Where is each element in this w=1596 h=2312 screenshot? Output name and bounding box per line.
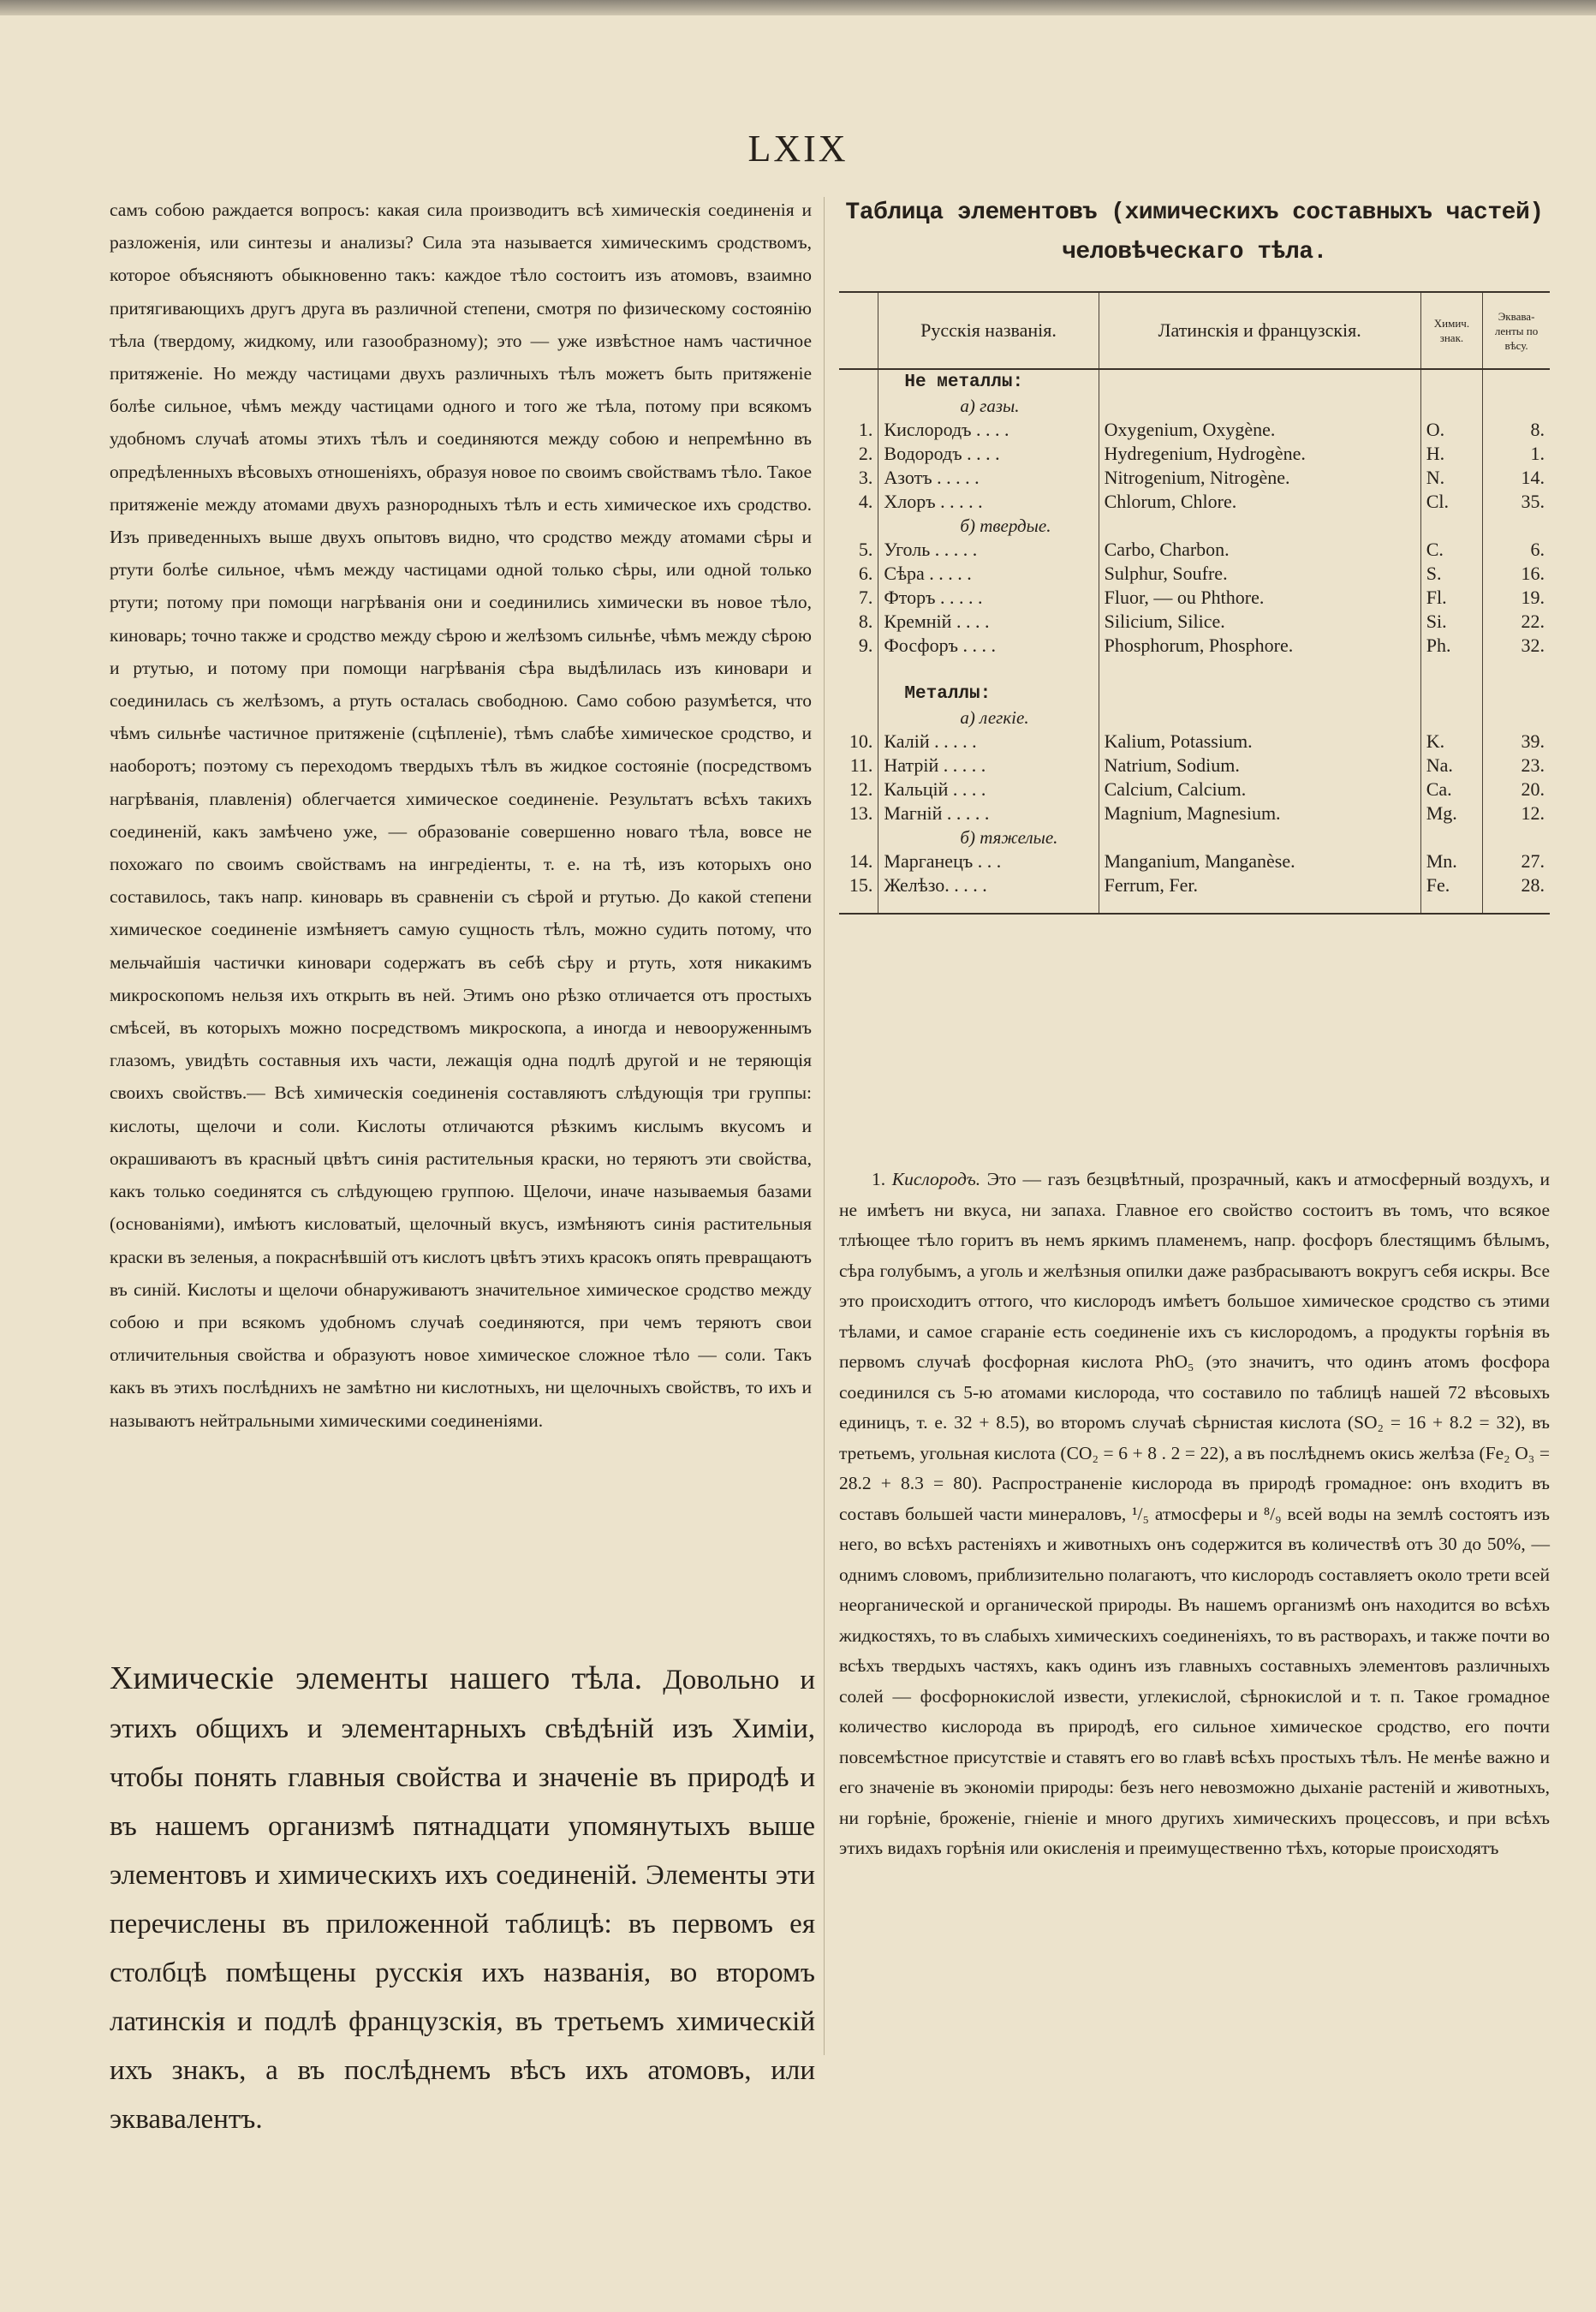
element-symbol: Ca. (1420, 778, 1482, 801)
elements-table (839, 291, 1550, 915)
element-number: 14. (849, 850, 873, 872)
header-equivalent: Эквава-ленты по вѣсу. (1483, 292, 1550, 369)
element-symbol: S. (1420, 562, 1482, 586)
element-row (839, 610, 1550, 634)
header-number (839, 292, 878, 369)
table-spacer (839, 658, 1550, 682)
section-heading: Химическіе элементы нашего тѣла. (110, 1660, 643, 1696)
element-latin-name: Ferrum, Fer. (1099, 873, 1420, 914)
subgroup-gases-label: а) газы. (878, 394, 1099, 418)
subgroup-light (839, 706, 1550, 730)
element-latin-name: Kalium, Potassium. (1099, 730, 1420, 754)
element-equivalent: 14. (1483, 466, 1550, 490)
element-equivalent: 20. (1483, 778, 1550, 801)
element-number: 9. (858, 635, 873, 656)
element-symbol: Na. (1420, 754, 1482, 778)
element-russian-name: Фторъ . . . . . (878, 586, 1099, 610)
element-row (839, 490, 1550, 514)
element-row (839, 418, 1550, 442)
element-equivalent: 23. (1483, 754, 1550, 778)
element-equivalent: 8. (1483, 418, 1550, 442)
element-number: 15. (839, 873, 878, 914)
element-russian-name: Натрій . . . . . (878, 754, 1099, 778)
element-latin-name: Silicium, Silice. (1099, 610, 1420, 634)
page-number: LXIX (747, 128, 849, 170)
subgroup-gases (839, 394, 1550, 418)
element-equivalent: 32. (1483, 634, 1550, 658)
element-symbol: Fl. (1420, 586, 1482, 610)
element-row (839, 754, 1550, 778)
item-number: 1. (872, 1169, 886, 1189)
element-russian-name: Калій . . . . . (878, 730, 1099, 754)
element-symbol: Si. (1420, 610, 1482, 634)
element-russian-name: Желѣзо. . . . . (878, 873, 1099, 914)
oxygen-paragraph (839, 1165, 1550, 1864)
group-metals-label: Металлы: (878, 682, 1099, 706)
element-row (839, 442, 1550, 466)
oxygen-description (839, 1165, 1550, 1864)
element-russian-name: Сѣра . . . . . (878, 562, 1099, 586)
element-latin-name: Calcium, Calcium. (1099, 778, 1420, 801)
element-number: 6. (858, 563, 873, 584)
element-latin-name: Hydregenium, Hydrogène. (1099, 442, 1420, 466)
element-number: 13. (849, 802, 873, 824)
table-header-row (839, 292, 1550, 369)
element-symbol: C. (1420, 538, 1482, 562)
element-row (839, 778, 1550, 801)
element-symbol: Mn. (1420, 849, 1482, 873)
element-latin-name: Chlorum, Chlore. (1099, 490, 1420, 514)
element-number: 2. (858, 443, 873, 464)
table-title-line-1: Таблица элементовъ (химическихъ составныхъ частей) (845, 200, 1544, 226)
element-equivalent: 12. (1483, 801, 1550, 825)
element-row (839, 730, 1550, 754)
element-row (839, 586, 1550, 610)
element-number: 5. (858, 539, 873, 560)
element-equivalent: 16. (1483, 562, 1550, 586)
column-divider (824, 197, 825, 2055)
table-title-line-2: человѣческаго тѣла. (1062, 239, 1327, 265)
element-russian-name: Магній . . . . . (878, 801, 1099, 825)
element-latin-name: Nitrogenium, Nitrogène. (1099, 466, 1420, 490)
element-equivalent: 6. (1483, 538, 1550, 562)
subgroup-solids-label: б) твердые. (878, 514, 1099, 538)
element-symbol: K. (1420, 730, 1482, 754)
element-number: 8. (858, 611, 873, 632)
element-number: 4. (858, 491, 873, 512)
subgroup-heavy-label: б) тяжелые. (878, 825, 1099, 849)
element-symbol: Ph. (1420, 634, 1482, 658)
section-heading-paragraph (110, 1654, 815, 2144)
element-number: 1. (858, 419, 873, 440)
element-russian-name: Уголь . . . . . (878, 538, 1099, 562)
element-latin-name: Carbo, Charbon. (1099, 538, 1420, 562)
subgroup-light-label: а) легкіе. (878, 706, 1099, 730)
oxygen-text: Это — газъ безцвѣтный, прозрачный, какъ и атмосферный воздухъ, и не имѣетъ ни вкуса, ни запаха. Главное его свойство состоитъ въ томъ, что всякое тлѣющее тѣло горитъ въ немъ яркимъ пламенемъ, напр. фосфоръ блестящимъ бѣлымъ, сѣра голубымъ, а уголь и желѣзныя опилки даже разбрасываютъ вокругъ себя искры. Все это происходитъ оттого, что кислородъ имѣетъ большое химическое сродство съ этими тѣлами, и самое сгараніе есть соединеніе ихъ съ кислородомъ, а продукты горѣнія въ первомъ случаѣ фосфорная кислота PhO₅ (это значитъ, что одинъ атомъ фосфора соединился съ 5-ю атомами кислорода, что составило по таблицѣ нашей 72 вѣсовыхъ единицъ, т. е. 32 + 8.5), во второмъ случаѣ сѣрнистая кислота (SO₂ = 16 + 8.2 = 32), въ третьемъ, угольная кислота (CO₂ = 6 + 8 . 2 = 22), а въ послѣднемъ окись желѣза (Fe₂ O₃ = 28.2 + 8.3 = 80). Распространеніе кислорода въ природѣ громадное: онъ входитъ въ составъ большей части минераловъ, ¹/₅ атмосферы и ⁸/₉ всей воды на землѣ состоятъ изъ него, во всѣхъ растеніяхъ и животныхъ онъ содержится въ количествѣ отъ 30 до 50%, — однимъ словомъ, приблизительно полагаютъ, что кислородъ составляетъ около трети всей неорганической и органической природы. Въ нашемъ организмѣ онъ находится во всѣхъ жидкостяхъ, то въ слабыхъ химическихъ соединеніяхъ, то въ растворахъ, и также почти во всѣхъ твердыхъ частяхъ, какъ одинъ изъ главныхъ составныхъ элементовъ различныхъ солей — фосфорнокислой извести, углекислой, сѣрнокислой и т. п. Такое громадное количество кислорода въ природѣ, его сильное химическое сродство, его почти повсемѣстное присутствіе и ставятъ его во главѣ всѣхъ простыхъ тѣлъ. Не менѣе важно и его значеніе въ экономіи природы: безъ него невозможно дыханіе растеній и животныхъ, ни горѣніе, броженіе, гніеніе и много другихъ химическихъ процессовъ, и при всѣхъ этихъ видахъ горѣнія или окисленія и преимущественно тѣхъ, которые происходятъ (839, 1169, 1551, 1858)
element-number: 7. (858, 587, 873, 608)
header-russian: Русскія названія. (878, 292, 1099, 369)
group-nonmetals (839, 369, 1550, 394)
element-row (839, 634, 1550, 658)
element-russian-name: Кислородъ . . . . (878, 418, 1099, 442)
element-latin-name: Manganium, Manganèse. (1099, 849, 1420, 873)
element-equivalent: 22. (1483, 610, 1550, 634)
item-name: Кислородъ. (891, 1169, 981, 1189)
element-equivalent: 19. (1483, 586, 1550, 610)
element-symbol: O. (1420, 418, 1482, 442)
element-row (839, 562, 1550, 586)
element-number: 12. (849, 778, 873, 800)
section-intro-text: Довольно и этихъ общихъ и элементарныхъ свѣдѣній изъ Химіи, чтобы понять главныя свойства и значеніе въ природѣ и въ нашемъ организмѣ пятнадцати упомянутыхъ выше элементовъ и химическихъ ихъ соединеній. Элементы эти перечислены въ приложенной таблицѣ: въ первомъ ея столбцѣ помѣщены русскія ихъ названія, во второмъ латинскія и подлѣ французскія, въ третьемъ химическій ихъ знакъ, а въ послѣднемъ вѣсъ ихъ атомовъ, или эквавалентъ. (110, 1665, 816, 2135)
group-metals (839, 682, 1550, 706)
header-latin-french: Латинскія и французскія. (1099, 292, 1420, 369)
right-column (839, 194, 1550, 915)
element-russian-name: Кальцій . . . . (878, 778, 1099, 801)
element-equivalent: 1. (1483, 442, 1550, 466)
element-latin-name: Sulphur, Soufre. (1099, 562, 1420, 586)
element-latin-name: Oxygenium, Oxygène. (1099, 418, 1420, 442)
subgroup-heavy (839, 825, 1550, 849)
subgroup-solids (839, 514, 1550, 538)
element-russian-name: Фосфоръ . . . . (878, 634, 1099, 658)
element-row (839, 466, 1550, 490)
element-russian-name: Азотъ . . . . . (878, 466, 1099, 490)
element-latin-name: Natrium, Sodium. (1099, 754, 1420, 778)
element-symbol: Fe. (1420, 873, 1482, 914)
left-column (110, 194, 812, 1437)
element-equivalent: 35. (1483, 490, 1550, 514)
element-equivalent: 27. (1483, 849, 1550, 873)
header-symbol: Химич. знак. (1420, 292, 1482, 369)
element-latin-name: Fluor, — ou Phthore. (1099, 586, 1420, 610)
group-nonmetals-label: Не металлы: (878, 369, 1099, 394)
element-equivalent: 28. (1483, 873, 1550, 914)
table-title (839, 194, 1550, 272)
element-russian-name: Водородъ . . . . (878, 442, 1099, 466)
element-row (839, 538, 1550, 562)
book-spine-edge (0, 0, 1596, 15)
element-symbol: Mg. (1420, 801, 1482, 825)
element-row (839, 801, 1550, 825)
element-number: 11. (849, 754, 873, 776)
element-russian-name: Марганецъ . . . (878, 849, 1099, 873)
element-row (839, 849, 1550, 873)
element-symbol: H. (1420, 442, 1482, 466)
element-row (839, 873, 1550, 914)
element-latin-name: Phosphorum, Phosphore. (1099, 634, 1420, 658)
element-number: 3. (858, 467, 873, 488)
element-symbol: N. (1420, 466, 1482, 490)
left-paragraph: самъ собою раждается вопросъ: какая сила производитъ всѣ химическія соединенія и разложенія, или синтезы и анализы? Сила эта называется химическимъ сродствомъ, которое объясняютъ обыкновенно такъ: каждое тѣло состоитъ изъ атомовъ, взаимно притягивающихъ другъ друга въ различной степени, смотря по физическому состоянію тѣла (твердому, жидкому, или газообразному); это — уже извѣстное намъ частичное притяженіе. Но между частицами двухъ различныхъ тѣлъ можетъ быть притяженіе болѣе сильное, чѣмъ между частицами одного и того же тѣла, потому при всякомъ удобномъ случаѣ атомы этихъ тѣлъ и соединяются между собою и непремѣнно въ опредѣленныхъ вѣсовыхъ отношеніяхъ, образуя новое по своимъ свойствамъ тѣло. Такое притяженіе между атомами двухъ разнородныхъ тѣлъ и есть химическое ихъ сродство. Изъ приведенныхъ выше двухъ опытовъ видно, что сродство между атомами сѣры и ртути болѣе сильное, чѣмъ между частицами одной только сѣры, или одной только ртути; потому при помощи нагрѣванія они и соединились химически въ новое тѣло, киноварь; точно также и сродство между сѣрою и желѣзомъ сильнѣе, чѣмъ между сѣрою и ртутью, и потому при помощи нагрѣванія сѣра выдѣлилась изъ киновари и соединилась съ желѣзомъ, а ртуть осталась свободною. Само собою разумѣется, что чѣмъ сильнѣе частичное притяженіе (сцѣпленіе), тѣмъ слабѣе химическое сродство, и наоборотъ; поэтому съ переходомъ твердыхъ тѣлъ въ жидкое состояніе (посредствомъ нагрѣванія, плавленія) облегчается химическое соединеніе. Результатъ всѣхъ такихъ соединеній, какъ замѣчено уже, — образованіе совершенно новаго тѣла, вовсе не похожаго по своимъ свойствамъ на ингредіенты, т. е. на тѣ, изъ которыхъ оно составилось, такъ напр. киноварь въ сравненіи съ сѣрой и ртутью. До какой степени химическое соединеніе измѣняетъ самую сущность тѣлъ, можно судить потому, что мельчайшія частички киновари содержатъ въ себѣ сѣру и ртуть, хотя никакимъ микроскопомъ нельзя ихъ открыть въ ней. Этимъ оно рѣзко отличается отъ простыхъ смѣсей, въ которыхъ можно посредствомъ микроскопа, а иногда и невооруженнымъ глазомъ, увидѣть составныя ихъ части, лежащія одна подлѣ другой и не теряющія своихъ свойствъ.— Всѣ химическія соединенія составляютъ слѣдующія три группы: кислоты, щелочи и соли. Кислоты отличаются рѣзкимъ кислымъ вкусомъ и окрашиваютъ въ красный цвѣтъ синія растительныя краски, но теряютъ эти свойства, какъ только соединятся съ слѣдующею группою. Щелочи, иначе называемыя базами (основаніями), имѣютъ кисловатый, щелочный вкусъ, измѣняютъ синія растительныя краски въ зеленыя, а покраснѣвшій отъ кислотъ цвѣтъ этихъ красокъ опять превращаютъ въ синій. Кислоты и щелочи обнаруживаютъ значительное химическое сродство между собою и при всякомъ удобномъ случаѣ соединяются, при чемъ теряютъ свои отличительныя свойства и образуютъ новое химическое сложное тѣло — соли. Такъ какъ въ этихъ послѣднихъ не замѣтно ни кислотныхъ, ни щелочныхъ свойствъ, то ихъ и называютъ нейтральными химическими соединеніями. (110, 200, 812, 1431)
element-symbol: Cl. (1420, 490, 1482, 514)
element-equivalent: 39. (1483, 730, 1550, 754)
element-russian-name: Кремній . . . . (878, 610, 1099, 634)
element-number: 10. (849, 730, 873, 752)
element-russian-name: Хлоръ . . . . . (878, 490, 1099, 514)
element-latin-name: Magnium, Magnesium. (1099, 801, 1420, 825)
